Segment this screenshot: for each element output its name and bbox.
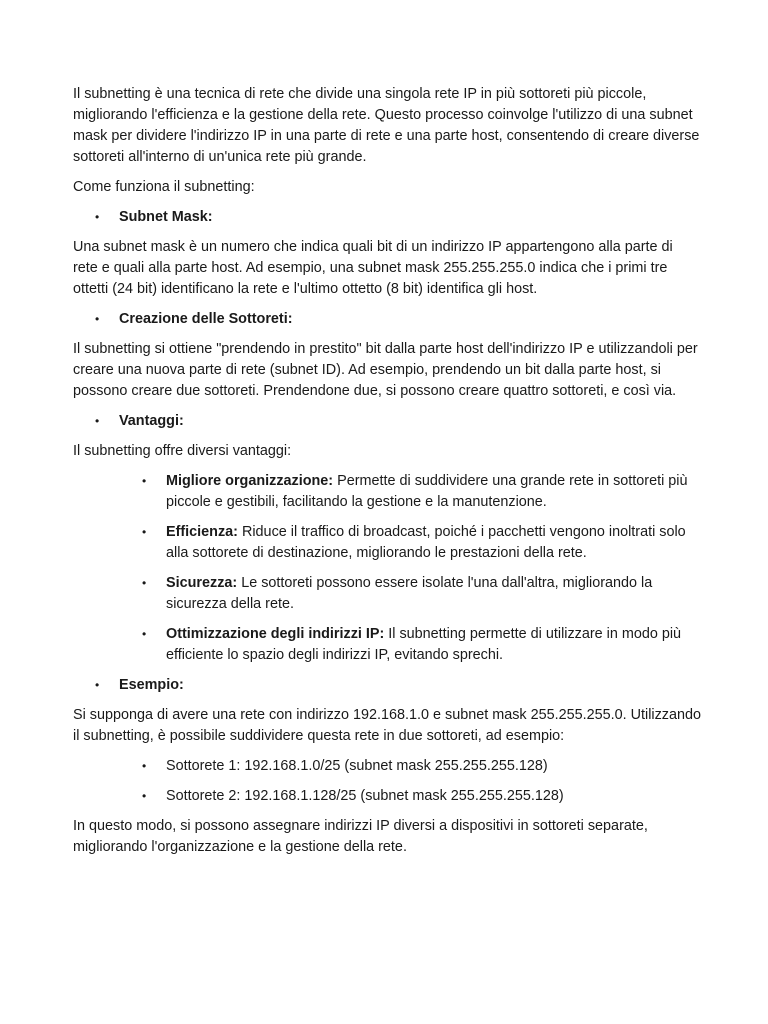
bullet-icon: • (142, 789, 147, 803)
bullet-icon: • (142, 759, 147, 773)
esempio-paragraph: Si supponga di avere una rete con indirizzo 192.168.1.0 e subnet mask 255.255.255.0. Utilizzando il subnetting, è possibile suddividere questa rete in due sottoreti, ad esempio: (73, 707, 702, 744)
section-heading: Vantaggi: (119, 413, 184, 429)
section-heading: Creazione delle Sottoreti: (119, 311, 293, 327)
list-item (73, 207, 701, 228)
section-subnet-mask (73, 207, 701, 228)
section-creazione (73, 309, 701, 330)
list-item (73, 756, 701, 777)
conclusion-paragraph: In questo modo, si possono assegnare indirizzi IP diversi a dispositivi in sottoreti separate, migliorando l'organizzazione e la gestione della rete. (73, 818, 648, 855)
bullet-icon: • (95, 210, 100, 224)
bullet-icon: • (95, 414, 100, 428)
section-vantaggi (73, 411, 701, 432)
bullet-icon: • (142, 627, 147, 641)
item-text: Sottorete 1: 192.168.1.0/25 (subnet mask 255.255.255.128) (166, 758, 548, 774)
section-esempio (73, 675, 701, 696)
list-item (73, 573, 701, 615)
section-heading: Subnet Mask: (119, 209, 213, 225)
document-body (73, 84, 701, 867)
vantaggi-intro: Il subnetting offre diversi vantaggi: (73, 443, 292, 459)
subnet-mask-paragraph: Una subnet mask è un numero che indica quali bit di un indirizzo IP appartengono alla parte di rete e quali alla parte host. Ad esempio, una subnet mask 255.255.255.0 indica che i primi tre ottetti (24 bit) identificano la rete e l'ultimo ottetto (8 bit) identifica gli host. (73, 239, 673, 297)
esempio-list (73, 756, 701, 807)
item-term: Sicurezza: (166, 575, 238, 591)
vantaggi-list (73, 471, 701, 666)
list-item (73, 786, 701, 807)
list-item (73, 522, 701, 564)
list-item (73, 471, 701, 513)
item-term: Efficienza: (166, 524, 238, 540)
list-item (73, 675, 701, 696)
item-term: Ottimizzazione degli indirizzi IP: (166, 626, 385, 642)
how-it-works-heading: Come funziona il subnetting: (73, 179, 255, 195)
section-heading: Esempio: (119, 677, 184, 693)
creazione-paragraph: Il subnetting si ottiene "prendendo in prestito" bit dalla parte host dell'indirizzo IP e utilizzandoli per creare una nuova parte di rete (subnet ID). Ad esempio, prendendo un bit dalla parte host, si possono creare due sottoreti. Prendendone due, si possono creare quattro sottoreti, e così via. (73, 341, 698, 399)
list-item (73, 411, 701, 432)
list-item (73, 309, 701, 330)
item-text: Le sottoreti possono essere isolate l'una dall'altra, migliorando la sicurezza della rete. (166, 575, 653, 612)
bullet-icon: • (142, 525, 147, 539)
bullet-icon: • (95, 678, 100, 692)
list-item (73, 624, 701, 666)
item-text: Il subnetting permette di utilizzare in modo più efficiente lo spazio degli indirizzi IP, evitando sprechi. (166, 626, 682, 663)
item-text: Permette di suddividere una grande rete in sottoreti più piccole e gestibili, facilitando la gestione e la manutenzione. (166, 473, 688, 510)
bullet-icon: • (142, 576, 147, 590)
bullet-icon: • (95, 312, 100, 326)
bullet-icon: • (142, 474, 147, 488)
intro-paragraph: Il subnetting è una tecnica di rete che divide una singola rete IP in più sottoreti più piccole, migliorando l'efficienza e la gestione della rete. Questo processo coinvolge l'utilizzo di una subnet mask per dividere l'indirizzo IP in una parte di rete e una parte host, consentendo di creare diverse sottoreti all'interno di un'unica rete più grande. (73, 86, 700, 165)
item-term: Migliore organizzazione: (166, 473, 334, 489)
item-text: Sottorete 2: 192.168.1.128/25 (subnet mask 255.255.255.128) (166, 788, 564, 804)
item-text: Riduce il traffico di broadcast, poiché i pacchetti vengono inoltrati solo alla sottorete di destinazione, migliorando le prestazioni della rete. (166, 524, 686, 561)
